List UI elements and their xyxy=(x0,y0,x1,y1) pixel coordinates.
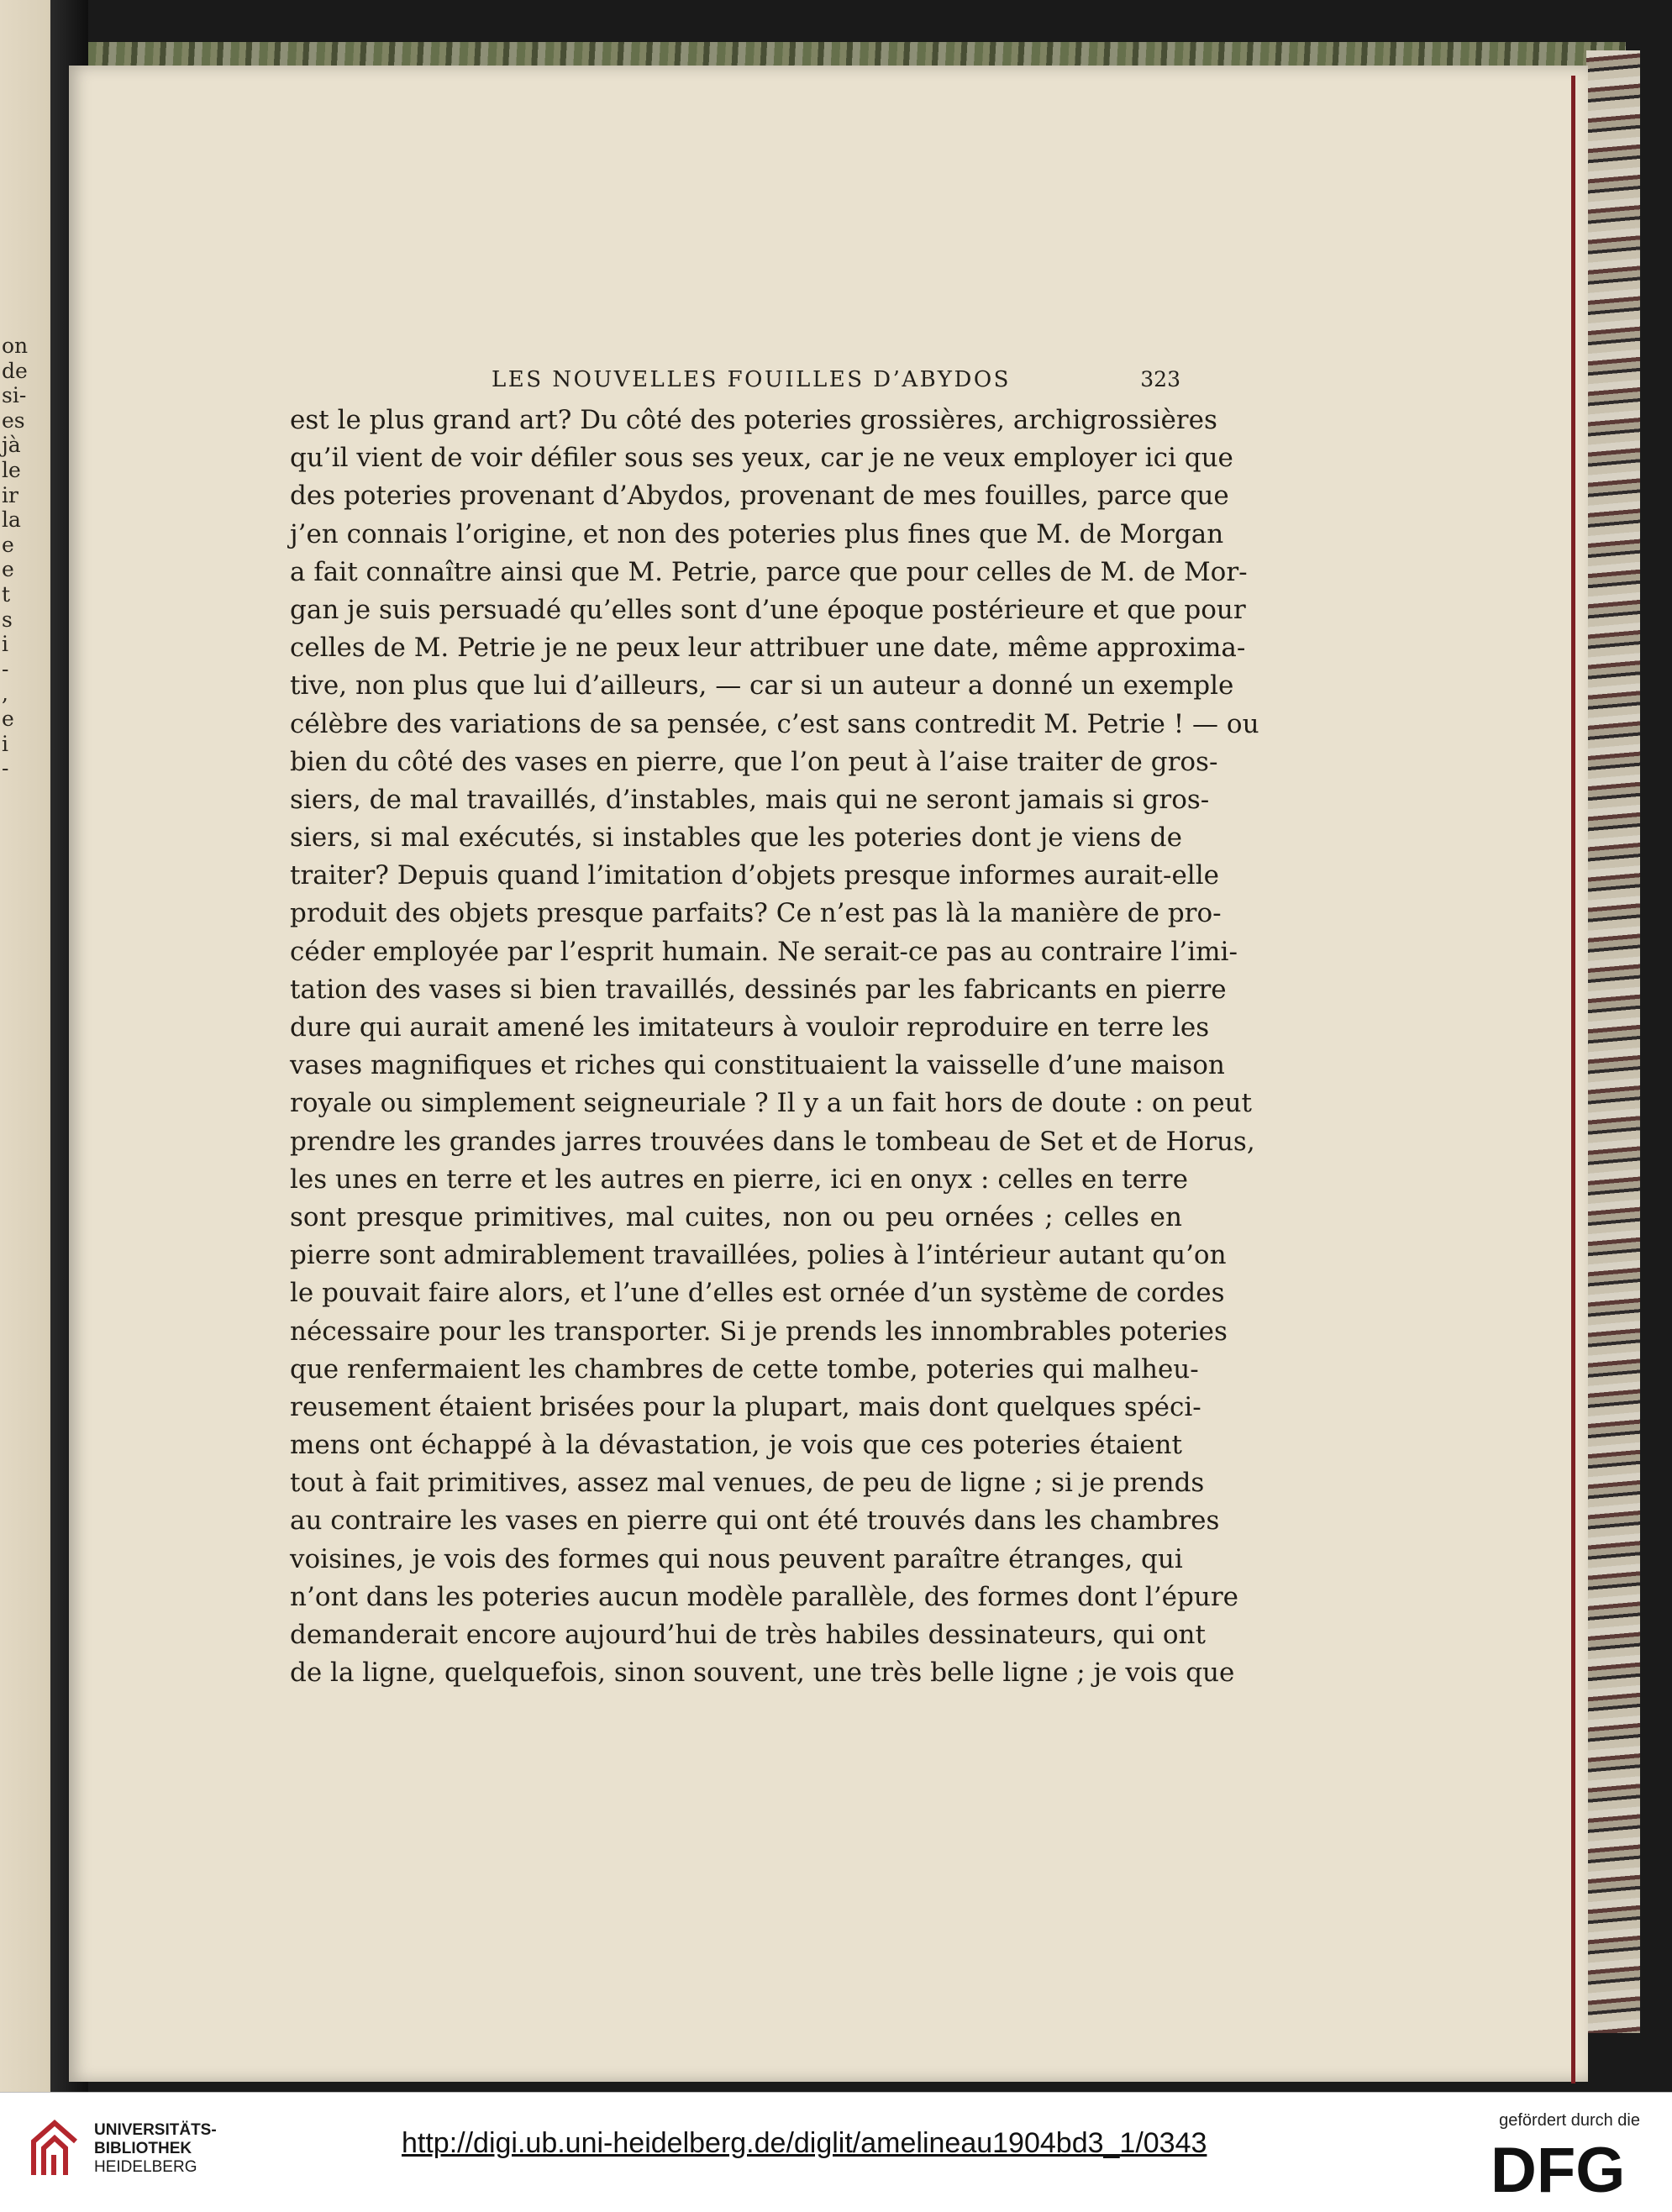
text-line: celles de M. Petrie je ne peux leur attribuer une date, même approxima- xyxy=(290,633,1246,664)
text-line: qu’il vient de voir défiler sous ses yeux, car je ne veux employer ici que xyxy=(290,443,1233,474)
text-line: mens ont échappé à la dévastation, je vois que ces poteries étaient xyxy=(290,1430,1182,1461)
text-line: n’ont dans les poteries aucun modèle parallèle, des formes dont l’épure xyxy=(290,1581,1239,1612)
library-name-line2: BIBLIOTHEK xyxy=(94,2140,192,2157)
library-name-line1: UNIVERSITÄTS- xyxy=(94,2121,217,2139)
facing-page-fragment: - xyxy=(2,656,9,681)
text-line: produit des objets presque parfaits? Ce n’est pas là la manière de pro- xyxy=(290,898,1222,929)
facing-page-fragment: s xyxy=(2,607,13,632)
text-line: pierre sont admirablement travaillées, polies à l’intérieur autant qu’on xyxy=(290,1240,1227,1271)
facing-page-fragment: i xyxy=(2,632,8,657)
facing-page-fragment: on xyxy=(2,334,29,358)
dfg-logo-icon[interactable] xyxy=(1491,2135,1642,2200)
text-line: de la ligne, quelquefois, sinon souvent, une très belle ligne ; je vois que xyxy=(290,1658,1235,1689)
facing-page-fragment: de xyxy=(2,358,28,383)
text-line: prendre les grandes jarres trouvées dans le tombeau de Set et de Horus, xyxy=(290,1126,1255,1157)
text-line: que renfermaient les chambres de cette tombe, poteries qui malheu- xyxy=(290,1353,1199,1384)
text-line: gan je suis persuadé qu’elles sont d’une époque postérieure et que pour xyxy=(290,594,1246,625)
text-line: dure qui aurait amené les imitateurs à vouloir reproduire en terre les xyxy=(290,1012,1210,1043)
permalink-url[interactable]: http://digi.ub.uni-heidelberg.de/diglit/amelineau1904bd3_1/0343 xyxy=(402,2127,1207,2159)
text-line: vases magnifiques et riches qui constituaient la vaisselle d’une maison xyxy=(290,1050,1225,1081)
dfg-logo-text: DFG xyxy=(1491,2135,1626,2200)
facing-page-fragment: le xyxy=(2,458,21,482)
text-line: reusement étaient brisées pour la plupart, mais dont quelques spéci- xyxy=(290,1391,1201,1422)
facing-page-fragment: e xyxy=(2,707,14,731)
facing-page-fragment: i xyxy=(2,731,8,756)
university-library-logo-icon[interactable] xyxy=(25,2116,84,2182)
facing-page-fragment: - xyxy=(2,756,9,781)
text-line: a fait connaître ainsi que M. Petrie, parce que pour celles de M. de Mor- xyxy=(290,556,1248,587)
text-line: voisines, je vois des formes qui nous peuvent paraître étranges, qui xyxy=(290,1543,1183,1574)
facing-page-fragment: es xyxy=(2,407,25,433)
running-head-title: LES NOUVELLES FOUILLES D’ABYDOS xyxy=(492,367,1011,392)
text-line: tive, non plus que lui d’ailleurs, — car si un auteur a donné un exemple xyxy=(290,670,1234,701)
facing-page-fragment: si- xyxy=(2,383,27,408)
text-line: nécessaire pour les transporter. Si je prends les innombrables poteries xyxy=(290,1316,1228,1347)
text-line: royale ou simplement seigneuriale ? Il y a un fait hors de doute : on peut xyxy=(290,1088,1252,1119)
text-line: céder employée par l’esprit humain. Ne serait-ce pas au contraire l’imi- xyxy=(290,936,1238,967)
facing-page-fragment: e xyxy=(2,557,14,582)
text-line: siers, si mal exécutés, si instables que les poteries dont je viens de xyxy=(290,822,1182,854)
text-line: tation des vases si bien travaillés, dessinés par les fabricants en pierre xyxy=(290,974,1227,1005)
running-head xyxy=(290,367,1180,401)
facing-page-fragment: , xyxy=(2,681,8,707)
text-line: le pouvait faire alors, et l’une d’elles est ornée d’un système de cordes xyxy=(290,1278,1225,1309)
facing-page-fragment: la xyxy=(2,507,21,533)
viewer-footer xyxy=(0,2092,1672,2212)
funding-note: gefördert durch die xyxy=(1499,2111,1640,2130)
body-text xyxy=(290,402,1259,1692)
text-line: des poteries provenant d’Abydos, provenant de mes fouilles, parce que xyxy=(290,481,1229,512)
text-line: siers, de mal travaillés, d’instables, mais qui ne seront jamais si gros- xyxy=(290,784,1210,815)
facing-page-fragment: ir xyxy=(2,482,18,507)
text-line: bien du côté des vases en pierre, que l’on peut à l’aise traiter de gros- xyxy=(290,746,1218,777)
facing-page-fragment: e xyxy=(2,532,14,557)
text-line: célèbre des variations de sa pensée, c’est sans contredit M. Petrie ! — ou xyxy=(290,708,1259,739)
text-line: est le plus grand art? Du côté des poteries grossières, archigrossières xyxy=(290,405,1217,435)
text-line: sont presque primitives, mal cuites, non ou peu ornées ; celles en xyxy=(290,1201,1182,1232)
facing-page-fragment: t xyxy=(2,582,11,607)
text-line: traiter? Depuis quand l’imitation d’objets presque informes aurait-elle xyxy=(290,860,1219,891)
text-line: les unes en terre et les autres en pierre, ici en onyx : celles en terre xyxy=(290,1164,1188,1195)
page-number: 323 xyxy=(1140,367,1180,391)
library-name-line3: HEIDELBERG xyxy=(94,2158,197,2176)
text-line: j’en connais l’origine, et non des poteries plus fines que M. de Morgan xyxy=(290,518,1224,549)
text-line: au contraire les vases en pierre qui ont été trouvés dans les chambres xyxy=(290,1505,1220,1537)
marbled-endpaper-right xyxy=(1586,50,1640,2033)
library-name[interactable] xyxy=(94,2121,217,2177)
page-red-edge xyxy=(1571,76,1575,2083)
text-line: demanderait encore aujourd’hui de très habiles dessinateurs, qui ont xyxy=(290,1620,1206,1650)
facing-page-fragment: jà xyxy=(2,433,21,458)
text-line: tout à fait primitives, assez mal venues, de peu de ligne ; si je prends xyxy=(290,1468,1205,1499)
